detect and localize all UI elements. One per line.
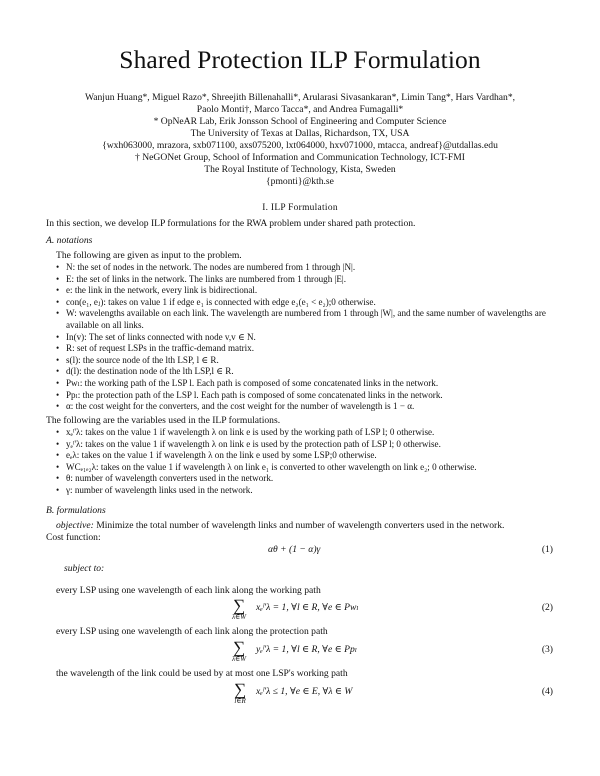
- sigma-symbol: ∑: [232, 638, 246, 657]
- objective-line: [56, 520, 504, 532]
- constraint-4-text: the wavelength of the link could be used by at most one LSP's working path: [56, 668, 348, 679]
- inputs-intro: The following are given as input to the problem.: [56, 250, 242, 261]
- affiliation-3: † NeGONet Group, School of Information and Communication Technology, ICT-FMI: [135, 152, 465, 163]
- equation-3-number: (3): [541, 644, 553, 655]
- affiliation-1: * OpNeAR Lab, Erik Jonsson School of Engineering and Computer Science: [153, 116, 447, 127]
- variable-item: • θ: number of wavelength converters used in the network.: [56, 473, 566, 485]
- subsection-notations: A. notations: [46, 235, 93, 246]
- variables-intro: The following are the variables used in the ILP formulations.: [46, 415, 281, 426]
- equation-2-sum: [232, 598, 246, 621]
- input-item: • e: the link in the network, every link is bidirectional.: [56, 285, 566, 297]
- input-item: • E: the set of links in the network. The links are numbered from 1 through |E|.: [56, 274, 566, 286]
- variable-item: • yₑˡ'λ: takes on the value 1 if wavelength λ on link e is used by the protection path of LSP l; 0 otherwise.: [56, 439, 566, 451]
- variable-item: • γ: number of wavelength links used in the network.: [56, 485, 566, 497]
- equation-4-number: (4): [541, 686, 553, 697]
- objective-label: objective:: [56, 520, 94, 531]
- affiliation-2: The University of Texas at Dallas, Richardson, TX, USA: [190, 128, 410, 139]
- section-heading: I. ILP Formulation: [262, 203, 338, 213]
- equation-4-sum: [234, 682, 246, 705]
- input-item: • R: set of request LSPs in the traffic-demand matrix.: [56, 343, 566, 355]
- equation-3-limit: λ∈W: [232, 655, 247, 663]
- equation-4: xₑˡ'λ ≤ 1, ∀e ∈ E, ∀λ ∈ W: [256, 686, 353, 697]
- affiliation-4: The Royal Institute of Technology, Kista, Sweden: [204, 164, 396, 175]
- subject-to-label: subject to:: [64, 563, 105, 574]
- equation-2: xₑˡ'λ = 1, ∀l ∈ R, ∀e ∈ Pwₗ: [256, 602, 359, 613]
- variable-item: • eₑλ: takes on the value 1 if wavelength λ on the link e used by some LSP;0 otherwise.: [56, 450, 566, 462]
- input-item: • Pwₗ: the working path of the LSP l. Each path is composed of some concatenated links in the network.: [56, 378, 566, 390]
- equation-4-limit: l∈R: [234, 697, 246, 705]
- equation-3-sum: [232, 640, 246, 663]
- equation-3: yₑˡ'λ = 1, ∀l ∈ R, ∀e ∈ Ppₗ: [256, 644, 358, 655]
- equation-1: αθ + (1 − α)γ: [268, 544, 321, 555]
- input-item: • con(e₁, eⱼ): takes on value 1 if edge e₁ is connected with edge e₂(e₁ < e₂);0 otherwise.: [56, 297, 566, 309]
- equation-2-limit: λ∈W: [232, 613, 247, 621]
- equation-1-number: (1): [541, 544, 553, 555]
- sigma-symbol: ∑: [232, 596, 246, 615]
- inputs-list: [56, 262, 566, 413]
- input-item: • α: the cost weight for the converters, and the cost weight for the number of wavelength is 1 − α.: [56, 401, 566, 413]
- objective-text: Minimize the total number of wavelength links and number of wavelength converters used in the network.: [96, 520, 505, 531]
- input-item: • Ppₗ: the protection path of the LSP l. Each path is composed of some concatenated links in the network.: [56, 390, 566, 402]
- input-item: • d(l): the destination node of the lth LSP,l ∈ R.: [56, 366, 566, 378]
- variable-item: • xₑˡ'λ: takes on the value 1 if wavelength λ on link e is used by the working path of LSP l; 0 otherwise.: [56, 427, 566, 439]
- input-item: • s(l): the source node of the lth LSP, l ∈ R.: [56, 355, 566, 367]
- intro-paragraph: In this section, we develop ILP formulations for the RWA problem under shared path protection.: [46, 218, 416, 229]
- authors-line-1: Wanjun Huang*, Miguel Razo*, Shreejith Billenahalli*, Arularasi Sivasankaran*, Limin Tang*, Hars Vardhan*,: [84, 92, 516, 103]
- authors-line-2: Paolo Monti†, Marco Tacca*, and Andrea Fumagalli*: [196, 104, 404, 115]
- input-item: • N: the set of nodes in the network. The nodes are numbered from 1 through |N|.: [56, 262, 566, 274]
- subsection-formulations: B. formulations: [46, 505, 106, 516]
- variable-item: • WCₑ₁ₑ₂λ: takes on the value 1 if wavelength λ on link e₁ is converted to other wavelength on link e₂; 0 otherwise.: [56, 462, 566, 474]
- paper-title: Shared Protection ILP Formulation: [119, 45, 481, 74]
- sigma-symbol: ∑: [234, 680, 247, 699]
- input-item: • In(v): The set of links connected with node v,v ∈ N.: [56, 332, 566, 344]
- constraint-2-text: every LSP using one wavelength of each link along the working path: [56, 585, 321, 596]
- constraint-3-text: every LSP using one wavelength of each link along the protection path: [56, 626, 328, 637]
- affiliation-emails-1: {wxh063000, mrazora, sxb071100, axs075200, lxt064000, hxv071000, mtacca, andreaf}@utdallas.edu: [102, 140, 498, 151]
- cost-function-label: Cost function:: [46, 532, 101, 543]
- affiliation-emails-2: {pmonti}@kth.se: [266, 176, 334, 187]
- input-item: • W: wavelengths available on each link. The wavelength are numbered from 1 through |W|, and the same number of wavelengths are available on all links.: [56, 308, 566, 331]
- equation-2-number: (2): [541, 602, 553, 613]
- variables-list: [56, 427, 566, 497]
